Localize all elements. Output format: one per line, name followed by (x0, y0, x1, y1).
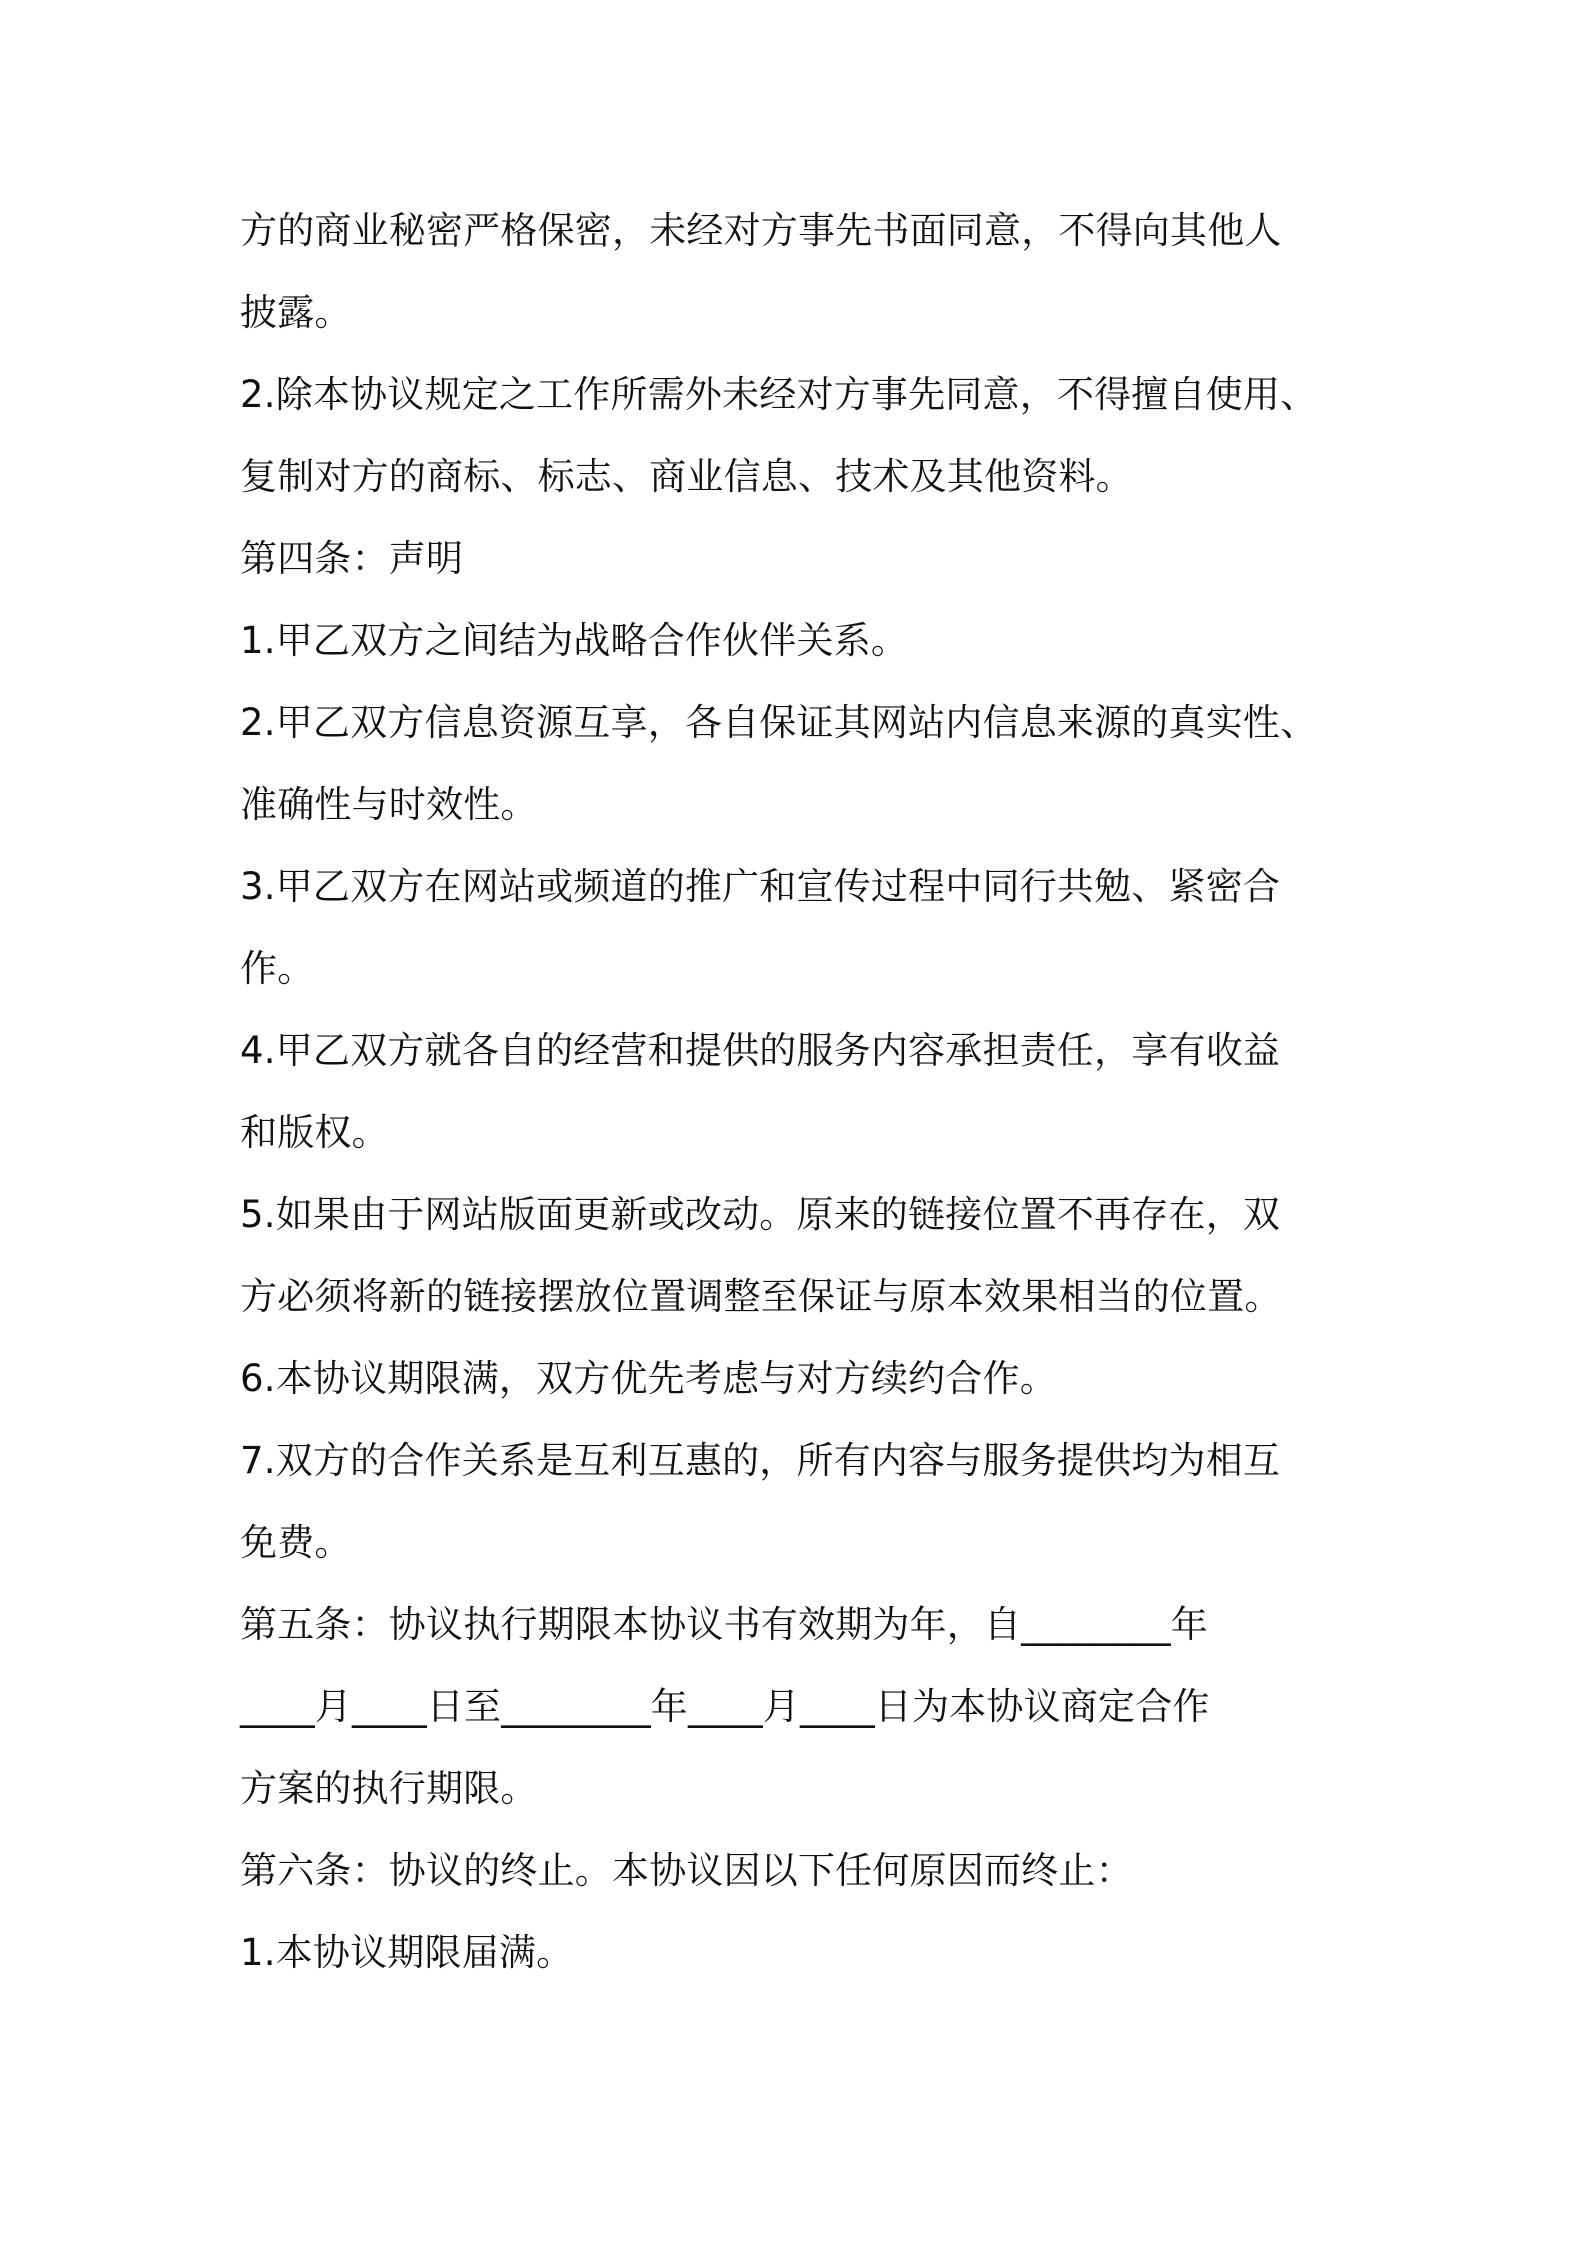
text-line: 方必须将新的链接摆放位置调整至保证与原本效果相当的位置。 (240, 1275, 1282, 1318)
text-line: 6.本协议期限满，双方优先考虑与对方续约合作。 (240, 1357, 1057, 1400)
text-line: 披露。 (240, 291, 352, 334)
text-line: 准确性与时效性。 (240, 783, 538, 826)
section-heading: 第六条：协议的终止。本协议因以下任何原因而终止： (240, 1849, 1133, 1892)
section-heading: 第四条：声明 (240, 537, 464, 580)
text-line: 复制对方的商标、标志、商业信息、技术及其他资料。 (240, 455, 1133, 498)
text-line: 2.甲乙双方信息资源互享，各自保证其网站内信息来源的真实性、 (240, 701, 1318, 744)
text-line: 2.除本协议规定之工作所需外未经对方事先同意，不得擅自使用、 (240, 373, 1318, 416)
text-line: 7.双方的合作关系是互利互惠的，所有内容与服务提供均为相互 (240, 1439, 1281, 1482)
text-line: 作。 (240, 947, 315, 990)
text-line: 和版权。 (240, 1111, 389, 1154)
text-line: 方案的执行期限。 (240, 1767, 538, 1810)
text-line: 1.本协议期限届满。 (240, 1931, 574, 1974)
text-line: 1.甲乙双方之间结为战略合作伙伴关系。 (240, 619, 909, 662)
text-line: ____月____日至________年____月____日为本协议商定合作 (240, 1685, 1210, 1728)
text-line: 免费。 (240, 1521, 352, 1564)
text-line: 方的商业秘密严格保密，未经对方事先书面同意，不得向其他人 (240, 209, 1282, 252)
document-body (240, 190, 1400, 1994)
text-line: 4.甲乙双方就各自的经营和提供的服务内容承担责任，享有收益 (240, 1029, 1281, 1072)
text-line: 5.如果由于网站版面更新或改动。原来的链接位置不再存在，双 (240, 1193, 1281, 1236)
section-heading: 第五条：协议执行期限本协议书有效期为年，自________年 (240, 1603, 1208, 1646)
text-line: 3.甲乙双方在网站或频道的推广和宣传过程中同行共勉、紧密合 (240, 865, 1281, 908)
